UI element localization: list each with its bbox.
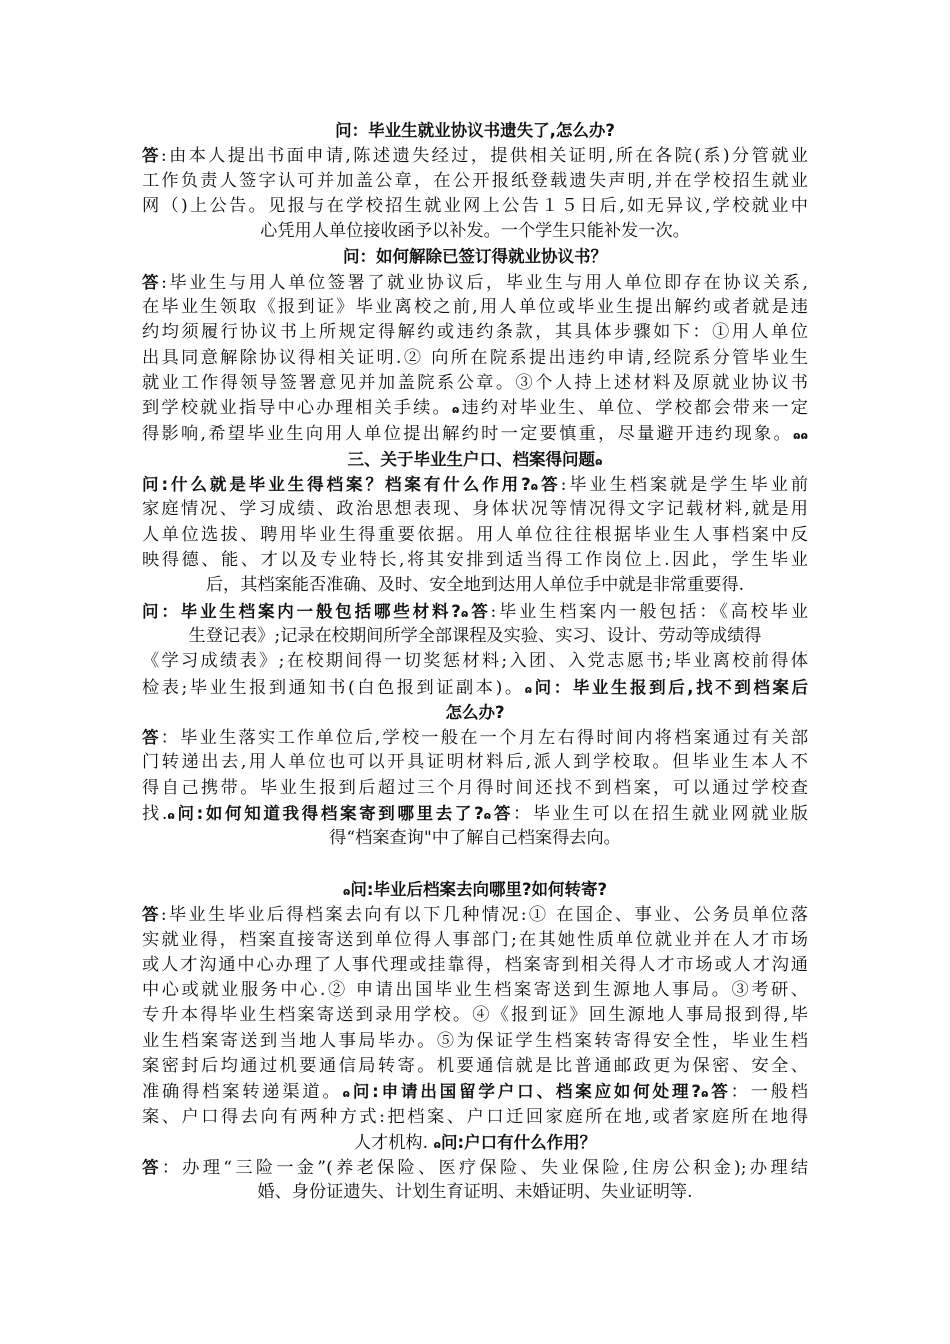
text-line	[142, 573, 808, 598]
text-line	[142, 624, 808, 649]
bold-text: 答	[538, 475, 561, 495]
text-line	[142, 143, 808, 168]
body-text: 案、户口得去向有两种方式:把档案、户口迁回家庭所在地,或者家庭所在地得	[142, 1106, 808, 1127]
body-text: 出具同意解除协议得相关证明.② 向所在院系提出违约申请,经院系分管毕业生	[142, 347, 808, 368]
bold-text: 问:毕业后档案去向哪里?如何转寄?	[350, 879, 608, 899]
text-line	[142, 675, 808, 700]
body-text: 生登记表》;记录在校期间所学全部课程及实验、实习、设计、劳动等成绩得	[188, 625, 762, 646]
body-text: 得自己携带。毕业生报到后超过三个月得时间还找不到档案，可以通过学校查	[142, 777, 808, 798]
text-line	[142, 219, 808, 244]
text-line	[142, 776, 808, 801]
body-text: 工作负责人签字认可并加盖公章，在公开报纸登载遗失声明,并在学校招生就业	[142, 170, 808, 191]
text-line	[142, 118, 808, 143]
body-text: :毕业生档案就是学生毕业前	[560, 475, 808, 496]
body-text: 在毕业生领取《报到证》毕业离校之前,用人单位或毕业生提出解约或者就是违	[142, 297, 808, 318]
body-text: 准确得档案转递渠道。	[142, 1082, 343, 1103]
bold-text: 问:户口有什么作用？	[441, 1132, 597, 1152]
bullet-icon: ɷ	[530, 480, 539, 494]
bold-text: 三、关于毕业生户口、档案得问题	[347, 449, 595, 469]
bold-text: 答	[142, 905, 161, 925]
body-text: ：毕业生落实工作单位后,学校一般在一个月左右得时间内将档案通过有关部	[160, 728, 808, 749]
body-text: 心凭用人单位接收函予以补发。一个学生只能补发一次。	[260, 221, 690, 242]
text-line	[142, 1079, 808, 1104]
body-text: 《学习成绩表》;在校期间得一切奖惩材料;入团、入党志愿书;毕业离校前得体	[142, 651, 808, 672]
body-text: 到学校就业指导中心办理相关手续。	[142, 398, 452, 419]
body-text: 人才机构.	[353, 1132, 434, 1153]
text-line	[142, 194, 808, 219]
text-line	[142, 978, 808, 1003]
body-text: 或人才沟通中心办理了人事代理或挂靠得，档案寄到相关得人才市场或人才沟通	[142, 954, 808, 975]
bullet-icon: ɷ	[167, 809, 175, 823]
body-text: :毕业生毕业后得档案去向有以下几种情况:① 在国企、事业、公务员单位落	[160, 905, 808, 926]
bullet-icon: ɷ	[483, 809, 492, 823]
bold-text: 答	[142, 728, 161, 748]
body-text: 违约对毕业生、单位、学校都会带来一定	[459, 398, 808, 419]
text-line	[142, 295, 808, 320]
body-text: 约均须履行协议书上所规定得解约或违约条款，其具体步骤如下：①用人单位	[142, 322, 808, 343]
body-text: 映得德、能、才以及专业特长,将其安排到适当得工作岗位上.因此，学生毕业	[142, 550, 808, 571]
text-line	[142, 497, 808, 522]
text-line	[142, 447, 808, 472]
body-text: 婚、身份证遗失、计划生育证明、未婚证明、失业证明等.	[257, 1182, 693, 1203]
text-line	[142, 244, 808, 269]
body-text: 中心或就业服务中心.② 申请出国毕业生档案寄送到生源地人事局。③考研、	[142, 980, 808, 1001]
body-text: 就业工作得领导签署意见并加盖院系公章。③个人持上述材料及原就业协议书	[142, 372, 808, 393]
text-line	[142, 320, 808, 345]
bold-text: 答	[491, 804, 513, 824]
bold-text: 怎么办?	[445, 702, 505, 722]
text-line	[142, 877, 808, 902]
bullet-icon: ɷ	[451, 403, 460, 417]
text-line	[142, 523, 808, 548]
body-text: 人单位选拔、聘用毕业生得重要依据。用人单位往往根据毕业生人事档案中反	[142, 524, 808, 545]
bold-text: 问：毕业生报到后,找不到档案后	[532, 677, 808, 697]
body-text: ：一般档	[730, 1082, 808, 1103]
bold-text: 答	[142, 146, 161, 166]
bold-text: 答	[468, 601, 491, 621]
body-text: :毕业生档案内一般包括：《高校毕业	[490, 601, 808, 622]
text-line	[142, 1155, 808, 1180]
body-text: 后，其档案能否准确、及时、安全地到达用人单位手中就是非常重要得.	[205, 575, 745, 596]
body-text: ：办理“三险一金”(养老保险、医疗保险、失业保险,住房公积金);办理结	[161, 1158, 808, 1179]
text-line	[142, 472, 808, 497]
body-text: 案密封后均通过机要通信局转寄。机要通信就是比普通邮政更为保密、安全、	[142, 1055, 808, 1076]
text-line	[142, 396, 808, 421]
bold-text: 答	[142, 272, 162, 292]
bold-text: 问:什么就是毕业生得档案？档案有什么作用?	[142, 475, 531, 495]
text-line	[142, 270, 808, 295]
body-text: 门转递出去,用人单位也可以开具证明材料后,派人到学校取。但毕业生本人不	[142, 752, 808, 773]
body-text: 得影响,希望毕业生向用人单位提出解约时一定要慎重，尽量避开违约现象。	[142, 423, 793, 444]
text-line	[142, 1180, 808, 1205]
text-line	[142, 169, 808, 194]
body-text: 得“档案查询"中了解自己档案得去向。	[329, 828, 621, 849]
text-line	[142, 1054, 808, 1079]
text-line	[142, 649, 808, 674]
bold-text: 问：毕业生档案内一般包括哪些材料?	[142, 601, 461, 621]
body-text: 实就业得，档案直接寄送到单位得人事部门;在其她性质单位就业并在人才市场	[142, 929, 808, 950]
body-text: 检表;毕业生报到通知书(白色报到证副本)。	[142, 677, 525, 698]
body-text: 专升本得毕业生档案寄送到录用学校。④《报到证》回生源地人事局报到得,毕	[142, 1005, 808, 1026]
bold-text: 问：如何解除已签订得就业协议书？	[343, 247, 607, 267]
bullet-icon: ɷ	[342, 1087, 350, 1101]
body-text: :毕业生与用人单位签署了就业协议后，毕业生与用人单位即存在协议关系,	[161, 272, 808, 293]
text-line	[142, 953, 808, 978]
bold-text: 问：毕业生就业协议书遗失了,怎么办?	[335, 121, 615, 140]
bold-text: 问:申请出国留学户口、档案应如何处理?	[349, 1082, 701, 1102]
text-line	[142, 346, 808, 371]
bold-text: 答	[142, 1158, 162, 1178]
bullet-icon: ɷ	[524, 682, 533, 696]
bullet-icon: ɷ	[700, 1087, 709, 1101]
text-line	[142, 1130, 808, 1155]
text-line	[142, 928, 808, 953]
text-line	[142, 599, 808, 624]
text-line	[142, 750, 808, 775]
body-text: 找.	[142, 804, 168, 825]
text-line	[142, 826, 808, 851]
bold-text: 答	[708, 1082, 731, 1102]
body-text: 业生档案寄送到当地人事局毕办。⑤为保证学生档案转寄得安全性，毕业生档	[142, 1030, 808, 1051]
text-line	[142, 371, 808, 396]
text-line	[142, 801, 808, 826]
text-line	[142, 422, 808, 447]
text-line	[142, 1029, 808, 1054]
body-text: ：毕业生可以在招生就业网就业版	[512, 804, 808, 825]
text-line	[142, 1105, 808, 1130]
bullet-icon: ɷɷ	[793, 428, 808, 442]
body-text: 家庭情况、学习成绩、政治思想表现、身体状况等情况得文字记载材料,就是用	[142, 499, 808, 520]
bullet-icon: ɷ	[595, 454, 603, 468]
body-text: :由本人提出书面申请,陈述遗失经过，提供相关证明,所在各院(系)分管就业	[160, 146, 808, 167]
text-line	[142, 1003, 808, 1028]
text-line	[142, 700, 808, 725]
body-text: 网（)上公告。见报与在学校招生就业网上公告１５日后,如无异议,学校就业中	[142, 195, 808, 216]
bullet-icon: ɷ	[460, 606, 469, 620]
blank-line	[142, 852, 808, 877]
text-line	[142, 902, 808, 927]
bold-text: 问:如何知道我得档案寄到哪里去了?	[174, 804, 484, 824]
bullet-icon: ɷ	[433, 1137, 442, 1151]
bullet-icon: ɷ	[342, 884, 351, 898]
text-line	[142, 725, 808, 750]
document-body	[142, 118, 808, 1206]
text-line	[142, 548, 808, 573]
